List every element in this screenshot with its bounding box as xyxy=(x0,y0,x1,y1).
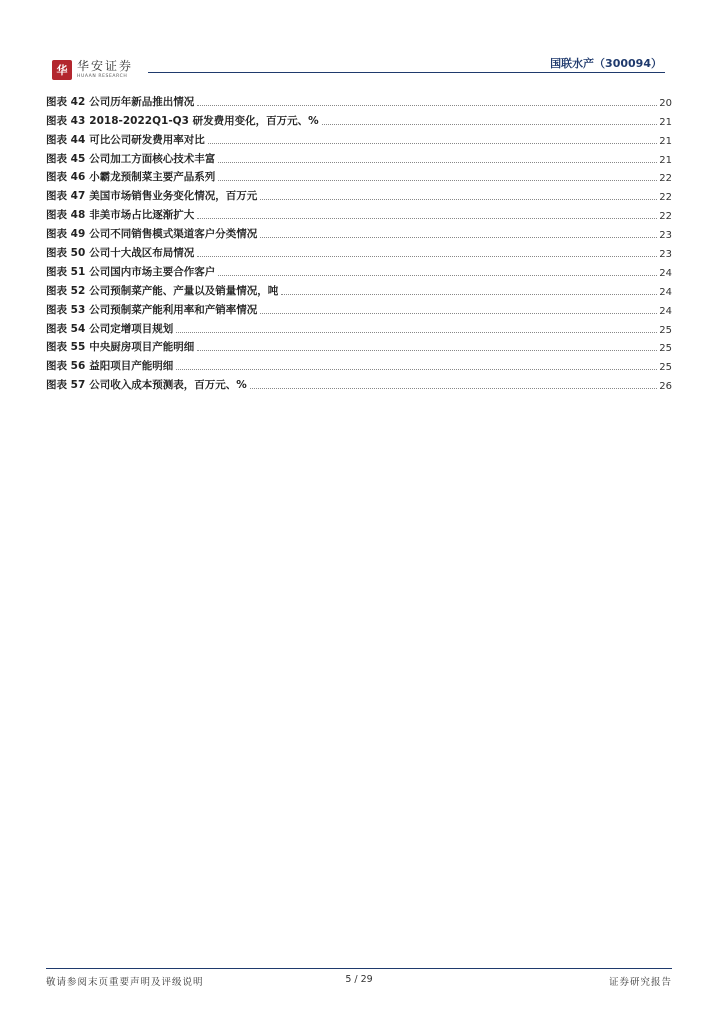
toc-entry-label: 图表 48 xyxy=(46,209,86,222)
toc-entry-title: 益阳项目产能明细 xyxy=(89,360,174,373)
toc-entry-title: 可比公司研发费用率对比 xyxy=(89,133,205,146)
toc-entry-label: 图表 57 xyxy=(46,379,86,392)
toc-entry-title: 中央厨房项目产能明细 xyxy=(89,341,195,354)
toc-entry-label: 图表 53 xyxy=(46,303,86,316)
toc-entry-title: 小霸龙预制菜主要产品系列 xyxy=(89,171,216,184)
toc-dot-leader xyxy=(197,217,657,219)
toc-entry-label: 图表 56 xyxy=(46,360,86,373)
page-footer xyxy=(46,974,672,990)
toc-entry-title: 公司历年新品推出情况 xyxy=(89,95,195,108)
toc-dot-leader xyxy=(176,331,657,333)
toc-entry-label: 图表 47 xyxy=(46,190,86,203)
toc-entry[interactable] xyxy=(46,279,672,298)
toc-entry[interactable] xyxy=(46,147,672,166)
toc-entry-page: 23 xyxy=(659,249,672,261)
toc-entry-title: 公司国内市场主要合作客户 xyxy=(89,265,216,278)
toc-entry[interactable] xyxy=(46,222,672,241)
header-divider xyxy=(148,72,665,73)
toc-entry[interactable] xyxy=(46,128,672,147)
toc-entry-page: 22 xyxy=(659,192,672,204)
toc-entry[interactable] xyxy=(46,203,672,222)
company-title: 国联水产（300094） xyxy=(550,57,662,70)
toc-entry-title: 公司加工方面核心技术丰富 xyxy=(89,152,216,165)
toc-entry-page: 22 xyxy=(659,211,672,223)
toc-entry-page: 24 xyxy=(659,286,672,298)
toc-entry-page: 21 xyxy=(659,154,672,166)
toc-entry[interactable] xyxy=(46,298,672,317)
toc-entry-page: 24 xyxy=(659,267,672,279)
report-type: 证券研究报告 xyxy=(608,977,672,988)
toc-entry-page: 25 xyxy=(659,324,672,336)
toc-entry-label: 图表 55 xyxy=(46,341,86,354)
toc-entry-label: 图表 45 xyxy=(46,152,86,165)
disclaimer-note: 敬请参阅末页重要声明及评级说明 xyxy=(46,977,204,988)
toc-dot-leader xyxy=(218,274,657,276)
toc-entry[interactable] xyxy=(46,109,672,128)
seal-icon: 华 xyxy=(52,60,72,80)
toc-entry[interactable] xyxy=(46,166,672,185)
toc-entry-title: 公司不同销售模式渠道客户分类情况 xyxy=(89,228,258,241)
toc-entry[interactable] xyxy=(46,90,672,109)
toc-entry-title: 公司十大战区布局情况 xyxy=(89,247,195,260)
footer-divider xyxy=(46,968,672,969)
toc-dot-leader xyxy=(260,236,657,238)
toc-entry-label: 图表 42 xyxy=(46,95,86,108)
page-header xyxy=(0,0,724,90)
page-number: 5 / 29 xyxy=(345,974,373,985)
toc-entry-label: 图表 49 xyxy=(46,228,86,241)
toc-entry-page: 24 xyxy=(659,305,672,317)
figure-toc xyxy=(46,90,672,392)
toc-entry-title: 公司收入成本预测表，百万元、% xyxy=(89,379,247,392)
toc-dot-leader xyxy=(197,104,657,106)
toc-dot-leader xyxy=(281,293,657,295)
logo-text xyxy=(77,60,133,80)
toc-entry[interactable] xyxy=(46,336,672,355)
toc-dot-leader xyxy=(218,161,657,163)
toc-dot-leader xyxy=(176,368,657,370)
toc-dot-leader xyxy=(322,123,658,125)
toc-entry-label: 图表 50 xyxy=(46,247,86,260)
toc-entry[interactable] xyxy=(46,260,672,279)
toc-entry-label: 图表 46 xyxy=(46,171,86,184)
toc-dot-leader xyxy=(197,255,657,257)
toc-entry-page: 20 xyxy=(659,97,672,109)
logo-en: HUAAN RESEARCH xyxy=(77,74,128,79)
toc-dot-leader xyxy=(260,198,657,200)
toc-dot-leader xyxy=(208,142,657,144)
toc-entry-page: 22 xyxy=(659,173,672,185)
toc-entry-title: 2018-2022Q1-Q3 研发费用变化，百万元、% xyxy=(89,114,319,127)
toc-dot-leader xyxy=(260,312,657,314)
toc-entry-page: 21 xyxy=(659,135,672,147)
toc-entry-page: 21 xyxy=(659,116,672,128)
toc-entry-title: 公司定增项目规划 xyxy=(89,322,174,335)
toc-entry-title: 公司预制菜产能、产量以及销量情况，吨 xyxy=(89,284,279,297)
toc-dot-leader xyxy=(250,387,657,389)
toc-entry-title: 公司预制菜产能利用率和产销率情况 xyxy=(89,303,258,316)
toc-entry-label: 图表 43 xyxy=(46,114,86,127)
toc-entry-page: 26 xyxy=(659,381,672,393)
toc-entry-page: 23 xyxy=(659,230,672,242)
huaan-logo xyxy=(52,60,133,80)
toc-dot-leader xyxy=(218,179,657,181)
toc-entry-title: 非美市场占比逐渐扩大 xyxy=(89,209,195,222)
toc-entry[interactable] xyxy=(46,373,672,392)
toc-dot-leader xyxy=(197,349,657,351)
logo-cn: 华安证券 xyxy=(77,59,134,73)
toc-entry[interactable] xyxy=(46,184,672,203)
toc-entry-page: 25 xyxy=(659,362,672,374)
toc-entry-label: 图表 54 xyxy=(46,322,86,335)
toc-entry[interactable] xyxy=(46,354,672,373)
toc-entry-label: 图表 52 xyxy=(46,284,86,297)
toc-entry-label: 图表 51 xyxy=(46,265,86,278)
toc-entry-title: 美国市场销售业务变化情况，百万元 xyxy=(89,190,258,203)
toc-entry-page: 25 xyxy=(659,343,672,355)
toc-entry-label: 图表 44 xyxy=(46,133,86,146)
toc-entry[interactable] xyxy=(46,317,672,336)
toc-entry[interactable] xyxy=(46,241,672,260)
